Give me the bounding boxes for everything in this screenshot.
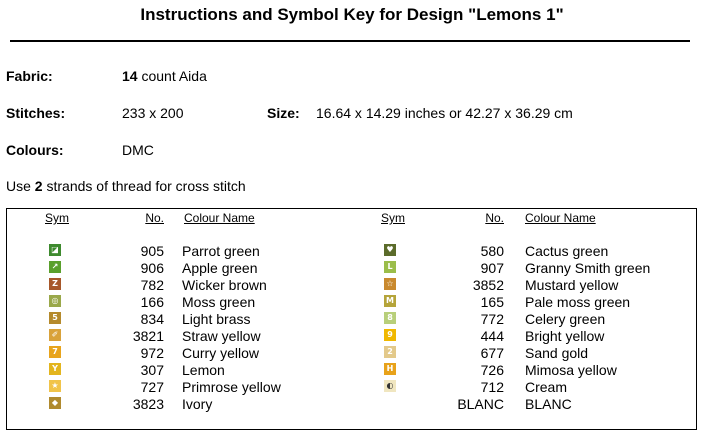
dmc-number: 3823	[132, 396, 164, 412]
fabric-type: count Aida	[137, 68, 207, 84]
dmc-number: 3821	[132, 328, 164, 344]
page-title: Instructions and Symbol Key for Design "Lemons 1"	[140, 5, 564, 24]
instruction-suffix: strands of thread for cross stitch	[42, 178, 246, 194]
dmc-number: 444	[480, 328, 504, 344]
colour-name: BLANC	[525, 396, 572, 412]
colour-name: Granny Smith green	[525, 260, 651, 276]
instruction-prefix: Use	[6, 178, 35, 194]
right-key-row	[0, 362, 704, 379]
colour-name: Lemon	[182, 362, 225, 378]
dmc-number: 677	[480, 345, 504, 361]
right-key-row	[0, 260, 704, 277]
left-name-header: Colour Name	[184, 211, 255, 225]
dmc-number: 905	[140, 243, 164, 259]
symbol-swatch-icon: ☆	[384, 278, 396, 290]
dmc-number: 834	[140, 311, 164, 327]
dmc-number: 907	[480, 260, 504, 276]
colour-name: Ivory	[182, 396, 213, 412]
dmc-number: 727	[140, 379, 164, 395]
fabric-count: 14	[122, 68, 138, 84]
dmc-number: BLANC	[457, 396, 504, 412]
colour-name: Straw yellow	[182, 328, 261, 344]
strand-count: 2	[34, 178, 43, 194]
size-label: Size:	[267, 105, 300, 121]
symbol-swatch-icon: ♥	[384, 244, 396, 256]
colour-name: Cream	[525, 379, 568, 395]
symbol-swatch-icon: M	[384, 295, 396, 307]
colour-name: Mimosa yellow	[525, 362, 617, 378]
right-key-row	[0, 311, 704, 328]
left-sym-header: Sym	[45, 211, 69, 225]
symbol-swatch-icon: ✐	[49, 329, 61, 341]
symbol-swatch-icon: 9	[384, 329, 396, 341]
colour-name: Parrot green	[182, 243, 260, 259]
symbol-swatch-icon: Z	[49, 278, 61, 290]
dmc-number: 3852	[472, 277, 504, 293]
colour-name: Sand gold	[525, 345, 589, 361]
title-underline	[10, 40, 690, 42]
colours-value: DMC	[122, 142, 154, 158]
dmc-number: 166	[140, 294, 164, 310]
right-name-header: Colour Name	[525, 211, 596, 225]
fabric-value	[122, 68, 207, 84]
symbol-swatch-icon: ◎	[49, 295, 61, 307]
left-no-header: No.	[145, 211, 164, 225]
dmc-number: 972	[140, 345, 164, 361]
right-key-row	[0, 396, 704, 413]
symbol-swatch-icon: 8	[384, 312, 396, 324]
right-key-row	[0, 345, 704, 362]
colour-name: Bright yellow	[525, 328, 605, 344]
dmc-number: 772	[480, 311, 504, 327]
dmc-number: 726	[480, 362, 504, 378]
right-key-row	[0, 277, 704, 294]
dmc-number: 782	[140, 277, 164, 293]
fabric-label: Fabric:	[6, 68, 53, 84]
dmc-number: 580	[480, 243, 504, 259]
stitches-value: 233 x 200	[122, 105, 184, 121]
colour-name: Cactus green	[525, 243, 609, 259]
symbol-swatch-icon: ↗	[49, 261, 61, 273]
colour-name: Mustard yellow	[525, 277, 619, 293]
colour-name: Apple green	[182, 260, 258, 276]
stitches-label: Stitches:	[6, 105, 66, 121]
right-key-row	[0, 379, 704, 396]
right-key-row	[0, 294, 704, 311]
colour-name: Light brass	[182, 311, 251, 327]
dmc-number: 712	[480, 379, 504, 395]
right-key-row	[0, 243, 704, 260]
dmc-number: 307	[140, 362, 164, 378]
symbol-swatch-icon: Y	[49, 363, 61, 375]
right-no-header: No.	[485, 211, 504, 225]
colours-label: Colours:	[6, 142, 64, 158]
colour-name: Primrose yellow	[182, 379, 281, 395]
symbol-swatch-icon: ◆	[49, 397, 61, 409]
colour-name: Curry yellow	[182, 345, 260, 361]
symbol-swatch-icon: H	[384, 363, 396, 375]
colour-name: Wicker brown	[182, 277, 267, 293]
symbol-swatch-icon: ◐	[384, 380, 396, 392]
right-sym-header: Sym	[381, 211, 405, 225]
dmc-number: 906	[140, 260, 164, 276]
right-key-row	[0, 328, 704, 345]
symbol-swatch-icon	[384, 397, 396, 409]
size-value: 16.64 x 14.29 inches or 42.27 x 36.29 cm	[316, 105, 573, 121]
dmc-number: 165	[480, 294, 504, 310]
symbol-swatch-icon: 5	[49, 312, 61, 324]
thread-instruction	[6, 178, 246, 194]
symbol-swatch-icon: ◪	[49, 244, 61, 256]
colour-name: Celery green	[525, 311, 606, 327]
symbol-swatch-icon: 2	[384, 346, 396, 358]
colour-name: Moss green	[182, 294, 256, 310]
symbol-swatch-icon: 7	[49, 346, 61, 358]
colour-name: Pale moss green	[525, 294, 631, 310]
symbol-swatch-icon: L	[384, 261, 396, 273]
symbol-swatch-icon: ★	[49, 380, 61, 392]
